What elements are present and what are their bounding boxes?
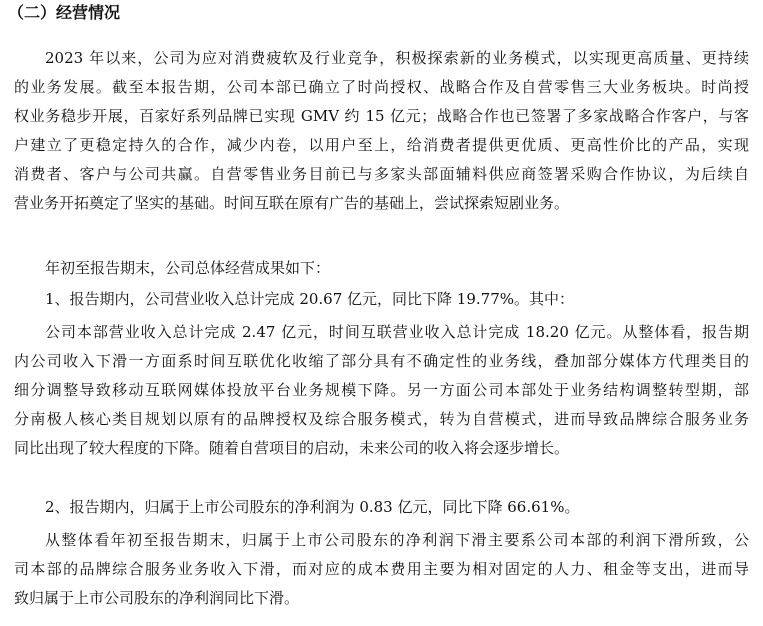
text-line: 营业务开拓奠定了坚实的基础。时间互联在原有广告的基础上，尝试探索短剧业务。 xyxy=(14,194,570,212)
text-line: 从整体看年初至报告期末，归属于上市公司股东的净利润下滑主要系公司本部的利润下滑所致，公 xyxy=(45,531,749,549)
text-line: 2023 年以来，公司为应对消费疲软及行业竞争，积极探索新的业务模式，以实现更高质量、更持续 xyxy=(45,49,749,67)
paragraph-revenue-detail xyxy=(14,318,749,463)
text-line: 权业务稳步开展，百家好系列品牌已实现 GMV 约 15 亿元；战略合作也已签署了多家战略合作客户，与客 xyxy=(14,107,749,125)
text-line: 户建立了更稳定持久的合作，减少内卷，以用户至上，给消费者提供更优质、更高性价比的产品，实现 xyxy=(14,136,749,154)
text-line: 2、报告期内，归属于上市公司股东的净利润为 0.83 亿元，同比下降 66.61%。 xyxy=(45,498,580,516)
text-line: 1、报告期内，公司营业收入总计完成 20.67 亿元，同比下降 19.77%。其中： xyxy=(45,290,574,308)
text-line: 公司本部营业收入总计完成 2.47 亿元，时间互联营业收入总计完成 18.20 亿元。从整体看，报告期 xyxy=(45,323,749,341)
text-line: 的业务发展。截至本报告期，公司本部已确立了时尚授权、战略合作及自营零售三大业务板块。时尚授 xyxy=(14,78,749,96)
text-line: 年初至报告期末，公司总体经营成果如下： xyxy=(45,259,331,277)
text-line: 细分调整导致移动互联网媒体投放平台业务规模下降。另一方面公司本部处于业务结构调整转型期，部 xyxy=(14,381,749,399)
paragraph-net-profit xyxy=(14,493,749,522)
text-line: 内公司收入下滑一方面系时间互联优化收缩了部分具有不确定性的业务线，叠加部分媒体方代理类目的 xyxy=(14,352,749,370)
text-line: 司本部的品牌综合服务业务收入下滑，而对应的成本费用主要为相对固定的人力、租金等支出，进而导 xyxy=(14,560,749,578)
section-heading: （二）经营情况 xyxy=(8,3,121,22)
paragraph-business-model xyxy=(14,44,749,218)
text-line: 同比出现了较大程度的下降。随着自营项目的启动，未来公司的收入将会逐步增长。 xyxy=(14,439,570,457)
paragraph-revenue xyxy=(14,285,749,314)
text-line: 消费者、客户与公司共赢。自营零售业务目前已与多家头部面辅料供应商签署采购合作协议，为后续自 xyxy=(14,165,749,183)
paragraph-net-profit-detail xyxy=(14,526,749,613)
text-line: 致归属于上市公司股东的净利润同比下滑。 xyxy=(14,589,300,607)
paragraph-results-intro xyxy=(14,254,749,283)
text-line: 分南极人核心类目规划以原有的品牌授权及综合服务模式，转为自营模式，进而导致品牌综合服务业务 xyxy=(14,410,749,428)
